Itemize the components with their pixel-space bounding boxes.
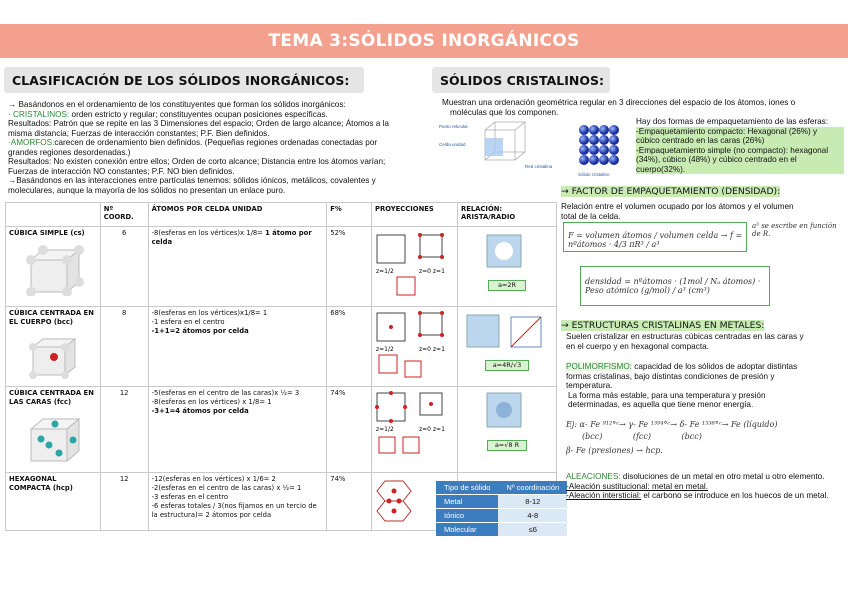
- metal-structures-heading: → ESTRUCTURAS CRISTALINAS EN METALES:: [561, 320, 765, 331]
- svg-text:Red cristalina: Red cristalina: [525, 164, 553, 169]
- svg-text:z=1/2: z=1/2: [375, 268, 394, 275]
- right-intro: Muestran una ordenación geométrica regular en 3 direcciones del espacio de los átomos, iones o moléculas que los componen.: [442, 98, 796, 117]
- crystal-lattice-diagram: [437, 118, 567, 180]
- ratio-badge: a=√8 R: [487, 440, 527, 451]
- svg-text:z=1/2: z=1/2: [375, 426, 394, 433]
- svg-text:z=0 z=1: z=0 z=1: [418, 426, 445, 433]
- bcc-cell-icon: [21, 333, 85, 379]
- left-section-header: CLASIFICACIÓN DE LOS SÓLIDOS INORGÁNICOS:: [4, 67, 364, 93]
- packing-text: Hay dos formas de empaquetamiento de las esferas: -Empaquetamiento compacto: Hexagonal (26%) y cúbico centrado en las caras (26%) -Empaquetamiento simple (no compacto): hexagonal (34%), cúbico (48%) y cúbico centrado en el cuerpo(32%).: [636, 117, 844, 174]
- metal-structures-text: Suelen cristalizar en estructuras cúbicas centradas en las caras y en el cuerpo y en hexagonal compacta.: [566, 332, 804, 351]
- polymorphism-text: POLIMORFISMO: capacidad de los sólidos de adoptar distintas formas cristalinas, bajo distintas condiciones de presión y temperatura. La forma más estable, para una temperatura y presión determinadas, es aquella que tiene menor energía.: [566, 362, 798, 409]
- packing-factor-text: Relación entre el volumen ocupado por los átomos y el volumen total de la celda.: [561, 202, 794, 221]
- alloys-text: ALEACIONES: disoluciones de un metal en otro metal u otro elemento. -Aleación sustitucional: metal en metal. -Aleación intersticial: el carbono se introduce en los huecos de un metal.: [566, 472, 829, 500]
- packing-factor-heading: → FACTOR DE EMPAQUETAMIENTO (DENSIDAD):: [561, 186, 781, 197]
- fcc-model-icon: [461, 389, 553, 435]
- polymorphism-example: Ej: α- Fe ⁹¹²°ᶜ→ γ- Fe ¹³⁹⁴°ᶜ→ δ- Fe ¹⁵³⁸°ᶜ→ Fe (líquido): [566, 420, 778, 429]
- formula-note: a³ se escribe en función de R.: [752, 222, 837, 238]
- sc-model-icon: [461, 229, 553, 275]
- svg-text:z=0 z=1: z=0 z=1: [418, 268, 445, 275]
- svg-text:Punto reticular: Punto reticular: [439, 124, 469, 129]
- table-row: HEXAGONAL COMPACTA (hcp) 12 -12(esferas en los vértices) x 1/6= 2 -2(esferas en el centro de las caras) x ½= 1 -3 esferas en el centro -6 esferas totales / 3(nos fijamos en un tercio de la estructura)= 2 átomos por celda 74%: [6, 473, 557, 531]
- bcc-projection-icon: [375, 309, 453, 381]
- polymorphism-pressure: β- Fe (presiones) → hcp.: [566, 446, 663, 455]
- table-row: CÚBICA CENTRADA EN LAS CARAS (fcc) 12 -5(esferas en el centro de las caras)x ½= 3 -8(esferas en los vértices) x 1/8= 1 -3+1=4 átomos por celda 74% z=1/2 z=0 z=1 a=√8 R: [6, 387, 557, 473]
- title-banner: [0, 24, 848, 58]
- bcc-model-icon: [461, 309, 553, 355]
- hcp-structure-icon: [375, 475, 415, 525]
- ratio-badge: a=2R: [488, 280, 526, 291]
- right-section-header: SÓLIDOS CRISTALINOS:: [432, 67, 610, 93]
- svg-text:Celda unidad: Celda unidad: [439, 142, 466, 147]
- fcc-projection-icon: [375, 389, 453, 467]
- svg-text:z=1/2: z=1/2: [375, 346, 394, 353]
- simple-cubic-cell-icon: [21, 244, 85, 296]
- page-title: TEMA 3:SÓLIDOS INORGÁNICOS: [268, 31, 580, 51]
- svg-text:Sólido cristalino: Sólido cristalino: [578, 172, 610, 177]
- svg-text:z=0 z=1: z=0 z=1: [418, 346, 445, 353]
- density-formula: densidad = nºátomos · (1mol / Nₐ átomos) · Peso atómico (g/mol) / a³ (cm³): [580, 266, 770, 306]
- coordination-table: Tipo de sólido Nº coordinación Metal 8-12 Iónico 4-8 Molecular ≤6: [436, 481, 567, 536]
- fcc-cell-icon: [21, 413, 85, 465]
- packing-factor-formula: F = volumen átomos / volumen celda → f = nºátomos · 4/3 πR³ / a³: [563, 222, 747, 252]
- polymorphism-structures: (bcc) (fcc) (bcc): [582, 432, 702, 441]
- crystalline-solid-icon: [574, 118, 632, 180]
- ratio-badge: a=4R/√3: [485, 360, 529, 371]
- left-intro: → Basándonos en el ordenamiento de los constituyentes que forman los sólidos inorgánicos: · CRISTALINOS: orden estricto y regular; constituyentes ocupan posiciones específicas. Resultados: Patrón que se repite en las 3 Dimensiones del espacio; Orden de largo alcance; Átomos a la misma distancia; Fuerzas de interacción constantes; P.F. Bien definidos. ·AMORFOS:carecen de ordenamiento bien definidos. (Pequeñas regiones ordenadas conectadas por grandes regiones desordenadas.) Resultados: No existen conexión entre ellos; Orden de corto alcance; Distancia entre los átomos varían; Fuerzas de interacción NO constantes; P.F. NO bien definidos. →Basándonos en las interacciones entre partículas tenemos: sólidos iónicos, metálicos, covalentes y moleculares, aunque la mayoría de los sólidos no presentan un enlace puro.: [8, 100, 389, 195]
- sc-projection-icon: [375, 229, 453, 301]
- table-row: CÚBICA SIMPLE (cs) 6 -8(esferas en los vértices)x 1/8= 1 átomo por celda 52% z=1/2 z=0 z=1 a=2R: [6, 227, 557, 307]
- crystal-structures-table: Nº COORD. ÁTOMOS POR CELDA UNIDAD F% PROYECCIONES RELACIÓN: ARISTA/RADIO CÚBICA SIMPLE (cs) 6 -8(esferas en los vértices)x 1/8= 1 átomo por celda 52% z=1/2 z=0 z=1 a=2R CÚBICA CENTRADA EN EL CUERPO (bcc) 8 -8(esferas en los vértices)x1/8= 1 -1 esfera en el centro -1+1=2 átomos por celda 68% z=1/2 z=0 z=1 a=4R/√3 CÚBICA CENTRADA EN LAS CARAS (fcc) 12 -5(esferas en el centro de las caras)x ½= 3 -8(esferas en los vértices) x 1/8= 1 -3+1=4 átomos por celda 74% z=1/2 z=0 z=1 a=√8 R HEXAGONAL COMPACTA (hcp) 12 -12(esferas en los vértices) x 1/6= 2 -2(esferas en el centro de las caras) x ½= 1 -3 esferas en el centro -6 esferas totales / 3(nos fijamos en un tercio de la estructura)= 2 átomos por celda 74%: [5, 202, 557, 531]
- table-row: CÚBICA CENTRADA EN EL CUERPO (bcc) 8 -8(esferas en los vértices)x1/8= 1 -1 esfera en el centro -1+1=2 átomos por celda 68% z=1/2 z=0 z=1 a=4R/√3: [6, 307, 557, 387]
